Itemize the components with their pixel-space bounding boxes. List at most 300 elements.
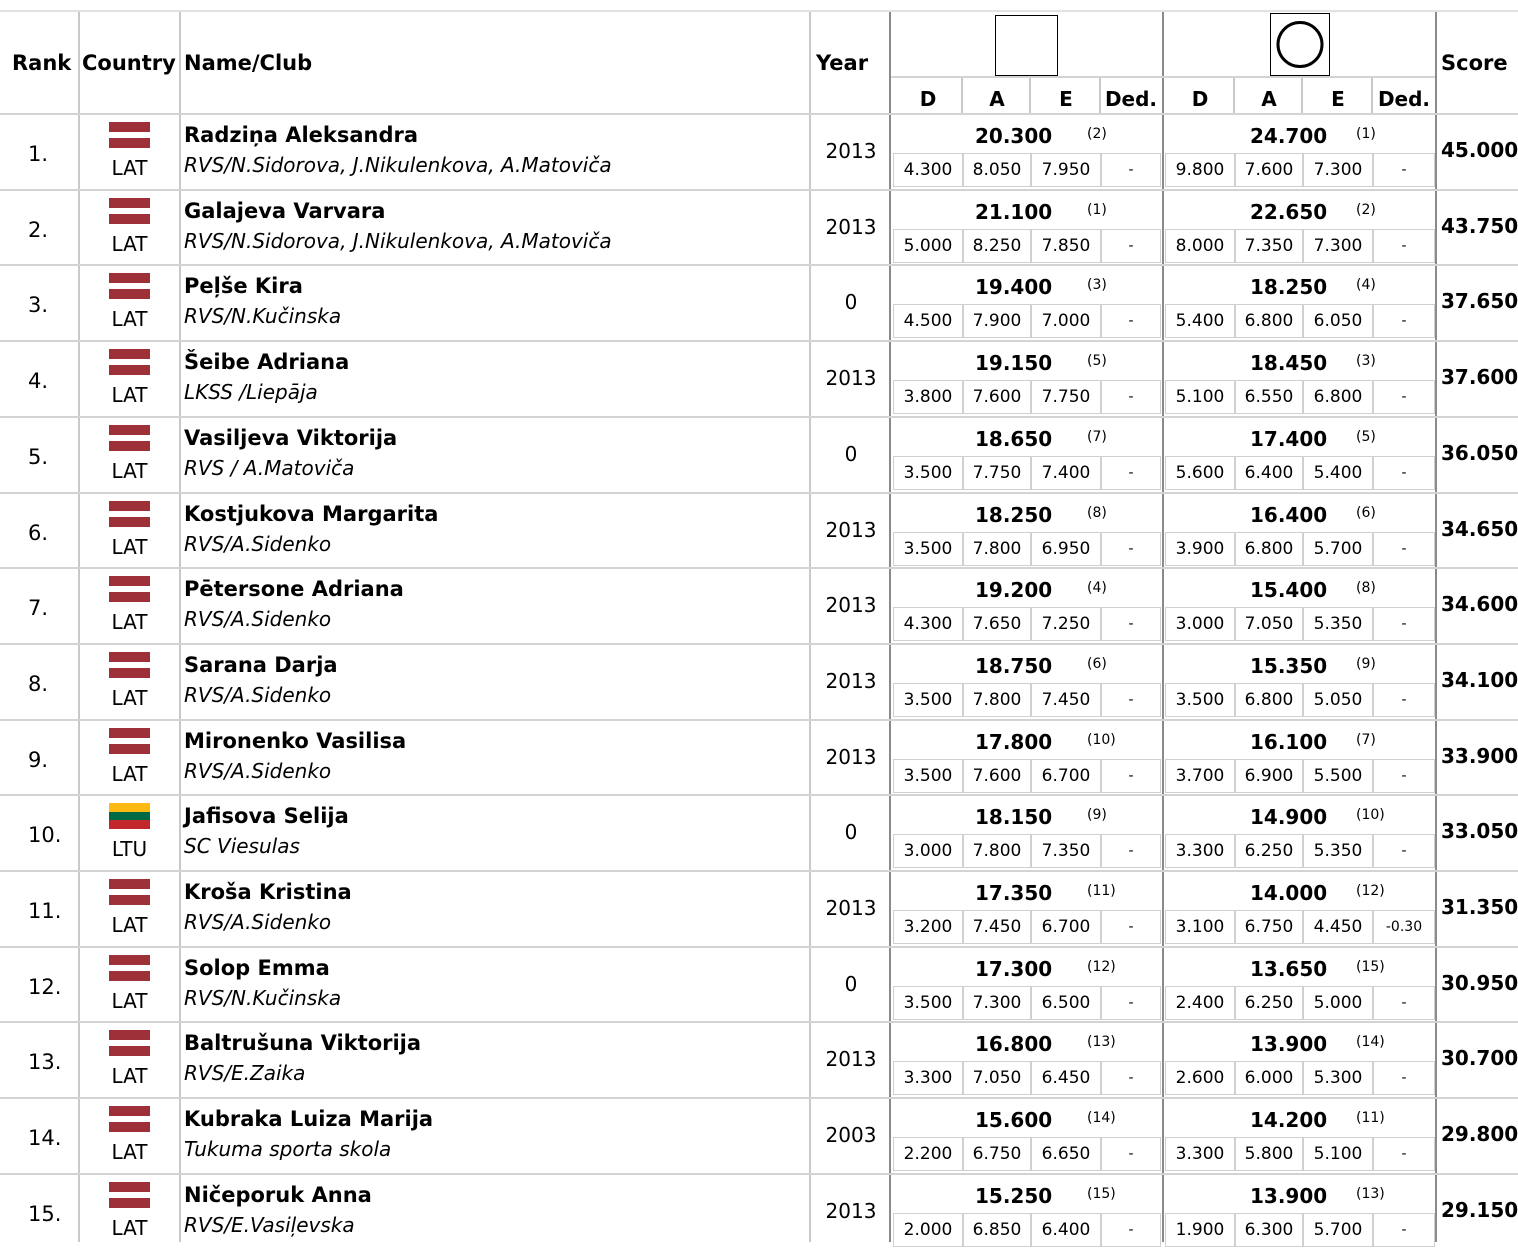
row-divider <box>0 264 1518 266</box>
app1-d-score: 3.000 <box>893 834 963 868</box>
app1-place: (7) <box>1087 429 1107 445</box>
app1-place: (10) <box>1087 732 1116 748</box>
app2-d-score: 3.700 <box>1165 759 1235 793</box>
app1-e-score: 7.250 <box>1031 607 1101 641</box>
app1-e-score: 7.750 <box>1031 380 1101 414</box>
app1-ded-score: - <box>1101 834 1161 868</box>
app1-a-score: 7.450 <box>963 910 1031 944</box>
app2-total: 17.400 <box>1250 427 1328 451</box>
birth-year: 2013 <box>825 593 877 617</box>
country-code: LAT <box>111 459 148 483</box>
app2-d-score: 5.100 <box>1165 380 1235 414</box>
app2-a-score: 5.800 <box>1235 1137 1303 1171</box>
rank-cell: 2. <box>28 218 49 242</box>
app1-a-score: 7.600 <box>963 380 1031 414</box>
app1-d-score: 3.500 <box>893 456 963 490</box>
birth-year: 2013 <box>825 215 877 239</box>
birth-year: 0 <box>844 442 858 466</box>
app2-e-score: 5.300 <box>1303 1061 1373 1095</box>
app1-d-score: 2.000 <box>893 1213 963 1247</box>
final-score: 29.800 <box>1441 1122 1518 1146</box>
app1-ded-score: - <box>1101 456 1161 490</box>
athlete-name: Kroša Kristina <box>184 880 352 904</box>
app1-e-header: E <box>1059 87 1073 111</box>
row-divider <box>0 340 1518 342</box>
flag-stripe <box>109 744 150 754</box>
athlete-club: RVS/E.Vasiļevska <box>184 1213 355 1237</box>
flag-stripe <box>109 138 150 148</box>
app2-ded-score: - <box>1373 229 1435 263</box>
flag-stripe <box>109 273 150 283</box>
app1-place: (1) <box>1087 202 1107 218</box>
app1-total: 15.600 <box>975 1108 1053 1132</box>
final-score: 37.600 <box>1441 365 1518 389</box>
app2-place: (9) <box>1356 656 1376 672</box>
country-code: LAT <box>111 1064 148 1088</box>
app2-ded-score: - <box>1373 1061 1435 1095</box>
app1-total: 19.150 <box>975 351 1053 375</box>
lat-flag-icon <box>109 122 150 148</box>
athlete-name: Baltrušuna Viktorija <box>184 1031 422 1055</box>
app1-total: 17.800 <box>975 730 1053 754</box>
score-header: Score <box>1441 51 1508 75</box>
athlete-name: Pētersone Adriana <box>184 577 404 601</box>
app2-d-score: 1.900 <box>1165 1213 1235 1247</box>
app1-ded-score: - <box>1101 380 1161 414</box>
app2-total: 13.900 <box>1250 1032 1328 1056</box>
app1-place: (2) <box>1087 126 1107 142</box>
flag-stripe <box>109 592 150 602</box>
app2-place: (4) <box>1356 277 1376 293</box>
flag-stripe <box>109 441 150 451</box>
country-code: LAT <box>111 535 148 559</box>
app1-d-score: 3.500 <box>893 759 963 793</box>
flag-stripe <box>109 1030 150 1040</box>
birth-year: 2003 <box>825 1123 877 1147</box>
table-row <box>0 644 1518 720</box>
app2-d-score: 8.000 <box>1165 229 1235 263</box>
table-row <box>0 871 1518 947</box>
table-row <box>0 1098 1518 1174</box>
app2-total: 13.650 <box>1250 957 1328 981</box>
final-score: 34.100 <box>1441 668 1518 692</box>
row-divider <box>0 416 1518 418</box>
app1-total: 17.300 <box>975 957 1053 981</box>
app1-a-score: 7.300 <box>963 986 1031 1020</box>
table-row <box>0 947 1518 1023</box>
app2-d-score: 5.400 <box>1165 304 1235 338</box>
country-code: LAT <box>111 913 148 937</box>
app2-d-score: 3.300 <box>1165 834 1235 868</box>
athlete-name: Kostjukova Margarita <box>184 502 439 526</box>
row-divider <box>0 189 1518 191</box>
app2-a-score: 7.350 <box>1235 229 1303 263</box>
athlete-club: RVS/E.Zaika <box>184 1061 306 1085</box>
table-row <box>0 568 1518 644</box>
app2-e-score: 7.300 <box>1303 229 1373 263</box>
flag-stripe <box>109 425 150 435</box>
app1-a-score: 7.800 <box>963 683 1031 717</box>
rank-cell: 15. <box>28 1202 62 1226</box>
app1-d-score: 4.300 <box>893 153 963 187</box>
app2-e-header: E <box>1331 87 1345 111</box>
app2-total: 14.000 <box>1250 881 1328 905</box>
circle-glyph <box>1271 14 1329 75</box>
subheader-sep <box>961 78 963 114</box>
table-row <box>0 493 1518 569</box>
app1-d-score: 2.200 <box>893 1137 963 1171</box>
flag-stripe <box>109 820 150 829</box>
subheader-line <box>891 76 1435 78</box>
app2-place: (11) <box>1356 1110 1385 1126</box>
app2-e-score: 6.050 <box>1303 304 1373 338</box>
athlete-club: Tukuma sporta skola <box>184 1137 392 1161</box>
app2-place: (6) <box>1356 505 1376 521</box>
app2-e-score: 5.350 <box>1303 834 1373 868</box>
athlete-club: RVS/N.Kučinska <box>184 304 342 328</box>
app2-place: (8) <box>1356 580 1376 596</box>
athlete-club: RVS/N.Sidorova, J.Nikulenkova, A.Matoviča <box>184 153 612 177</box>
app1-e-score: 7.400 <box>1031 456 1101 490</box>
app1-a-score: 6.850 <box>963 1213 1031 1247</box>
app1-ded-score: - <box>1101 304 1161 338</box>
ltu-flag-icon <box>109 803 150 829</box>
final-score: 34.650 <box>1441 517 1518 541</box>
country-code: LAT <box>111 1216 148 1240</box>
country-code: LAT <box>111 610 148 634</box>
final-score: 30.700 <box>1441 1046 1518 1070</box>
table-row <box>0 795 1518 871</box>
row-divider <box>0 1021 1518 1023</box>
app1-ded-score: - <box>1101 1061 1161 1095</box>
app2-place: (15) <box>1356 959 1385 975</box>
athlete-club: RVS / A.Matoviča <box>184 456 355 480</box>
app2-d-score: 2.600 <box>1165 1061 1235 1095</box>
flag-stripe <box>109 879 150 889</box>
app2-place: (1) <box>1356 126 1376 142</box>
app1-ded-score: - <box>1101 229 1161 263</box>
birth-year: 2013 <box>825 896 877 920</box>
rank-header: Rank <box>12 51 72 75</box>
final-score: 31.350 <box>1441 895 1518 919</box>
app2-e-score: 5.700 <box>1303 1213 1373 1247</box>
rank-cell: 6. <box>28 521 49 545</box>
athlete-name: Jafisova Selija <box>184 804 349 828</box>
app2-d-score: 3.100 <box>1165 910 1235 944</box>
flag-stripe <box>109 803 150 812</box>
app1-e-score: 7.350 <box>1031 834 1101 868</box>
app2-a-header: A <box>1261 87 1277 111</box>
app1-total: 19.200 <box>975 578 1053 602</box>
final-score: 45.000 <box>1441 138 1518 162</box>
app1-total: 17.350 <box>975 881 1053 905</box>
country-code: LAT <box>111 762 148 786</box>
rank-cell: 10. <box>28 823 62 847</box>
app1-ded-score: - <box>1101 607 1161 641</box>
flag-stripe <box>109 1198 150 1208</box>
row-divider <box>0 719 1518 721</box>
app2-total: 15.400 <box>1250 578 1328 602</box>
flag-stripe <box>109 895 150 905</box>
lat-flag-icon <box>109 425 150 451</box>
app2-a-score: 6.400 <box>1235 456 1303 490</box>
app2-e-score: 5.400 <box>1303 456 1373 490</box>
flag-stripe <box>109 728 150 738</box>
flag-stripe <box>109 1122 150 1132</box>
app1-a-score: 7.800 <box>963 834 1031 868</box>
app2-d-header: D <box>1191 87 1209 111</box>
row-divider <box>0 946 1518 948</box>
app2-total: 18.450 <box>1250 351 1328 375</box>
app1-place: (15) <box>1087 1186 1116 1202</box>
flag-stripe <box>109 1182 150 1192</box>
app2-ded-score: - <box>1373 607 1435 641</box>
app2-ded-score: - <box>1373 1137 1435 1171</box>
subheader-sep <box>1371 78 1373 114</box>
app2-ded-score: - <box>1373 986 1435 1020</box>
app1-total: 19.400 <box>975 275 1053 299</box>
athlete-club: RVS/N.Kučinska <box>184 986 342 1010</box>
subheader-sep <box>1301 78 1303 114</box>
subheader-sep <box>1099 78 1101 114</box>
country-code: LAT <box>111 383 148 407</box>
app2-d-score: 3.500 <box>1165 683 1235 717</box>
app2-ded-score: - <box>1373 759 1435 793</box>
flag-stripe <box>109 955 150 965</box>
athlete-club: RVS/A.Sidenko <box>184 607 332 631</box>
app2-e-score: 5.050 <box>1303 683 1373 717</box>
athlete-name: Ničeporuk Anna <box>184 1183 372 1207</box>
country-header: Country <box>82 51 176 75</box>
app2-e-score: 4.450 <box>1303 910 1373 944</box>
athlete-name: Galajeva Varvara <box>184 199 386 223</box>
rank-cell: 3. <box>28 293 49 317</box>
birth-year: 2013 <box>825 669 877 693</box>
athlete-name: Peļše Kira <box>184 274 303 298</box>
app1-a-score: 7.050 <box>963 1061 1031 1095</box>
app2-e-score: 5.000 <box>1303 986 1373 1020</box>
app1-e-score: 6.700 <box>1031 910 1101 944</box>
country-code: LAT <box>111 307 148 331</box>
rank-cell: 13. <box>28 1050 62 1074</box>
birth-year: 2013 <box>825 1199 877 1223</box>
lat-flag-icon <box>109 1030 150 1056</box>
flag-stripe <box>109 652 150 662</box>
app2-a-score: 6.550 <box>1235 380 1303 414</box>
row-divider <box>0 870 1518 872</box>
subheader-sep <box>1233 78 1235 114</box>
app1-d-score: 4.500 <box>893 304 963 338</box>
app1-e-score: 6.950 <box>1031 532 1101 566</box>
rank-cell: 12. <box>28 975 62 999</box>
lat-flag-icon <box>109 728 150 754</box>
final-score: 33.050 <box>1441 819 1518 843</box>
birth-year: 2013 <box>825 139 877 163</box>
app1-d-score: 3.500 <box>893 683 963 717</box>
app1-total: 18.650 <box>975 427 1053 451</box>
circle-apparatus-icon <box>1270 13 1330 76</box>
row-divider <box>0 794 1518 796</box>
app1-total: 18.150 <box>975 805 1053 829</box>
app1-e-score: 6.700 <box>1031 759 1101 793</box>
app1-ded-header: Ded. <box>1104 87 1158 111</box>
athlete-club: SC Viesulas <box>184 834 300 858</box>
app1-a-score: 8.050 <box>963 153 1031 187</box>
app1-d-score: 3.500 <box>893 986 963 1020</box>
row-divider <box>0 113 1518 115</box>
row-divider <box>0 492 1518 494</box>
lat-flag-icon <box>109 349 150 375</box>
flag-stripe <box>109 971 150 981</box>
country-code: LAT <box>111 1140 148 1164</box>
app2-place: (7) <box>1356 732 1376 748</box>
flag-stripe <box>109 289 150 299</box>
final-score: 34.600 <box>1441 592 1518 616</box>
app2-ded-score: -0.30 <box>1373 910 1435 944</box>
flag-stripe <box>109 517 150 527</box>
app1-a-header: A <box>989 87 1005 111</box>
app1-total: 20.300 <box>975 124 1053 148</box>
final-score: 33.900 <box>1441 744 1518 768</box>
app2-total: 22.650 <box>1250 200 1328 224</box>
app1-e-score: 6.650 <box>1031 1137 1101 1171</box>
athlete-name: Mironenko Vasilisa <box>184 729 407 753</box>
athlete-club: RVS/N.Sidorova, J.Nikulenkova, A.Matoviča <box>184 229 612 253</box>
name-club-header: Name/Club <box>184 51 313 75</box>
flag-stripe <box>109 122 150 132</box>
lat-flag-icon <box>109 501 150 527</box>
app1-ded-score: - <box>1101 759 1161 793</box>
app2-e-score: 5.700 <box>1303 532 1373 566</box>
country-code: LAT <box>111 156 148 180</box>
app1-a-score: 7.800 <box>963 532 1031 566</box>
rank-cell: 14. <box>28 1126 62 1150</box>
birth-year: 2013 <box>825 1047 877 1071</box>
table-row <box>0 190 1518 266</box>
athlete-name: Vasiljeva Viktorija <box>184 426 398 450</box>
square-apparatus-icon <box>995 15 1058 76</box>
app1-place: (4) <box>1087 580 1107 596</box>
app1-total: 21.100 <box>975 200 1053 224</box>
app2-total: 16.100 <box>1250 730 1328 754</box>
app2-d-score: 3.000 <box>1165 607 1235 641</box>
app2-d-score: 5.600 <box>1165 456 1235 490</box>
app2-a-score: 6.000 <box>1235 1061 1303 1095</box>
rank-cell: 1. <box>28 142 49 166</box>
app1-ded-score: - <box>1101 153 1161 187</box>
app2-a-score: 6.250 <box>1235 986 1303 1020</box>
app2-d-score: 9.800 <box>1165 153 1235 187</box>
athlete-name: Kubraka Luiza Marija <box>184 1107 434 1131</box>
athlete-name: Šeibe Adriana <box>184 350 350 374</box>
app1-e-score: 7.450 <box>1031 683 1101 717</box>
top-border <box>0 10 1518 12</box>
app1-place: (9) <box>1087 807 1107 823</box>
app1-place: (12) <box>1087 959 1116 975</box>
lat-flag-icon <box>109 198 150 224</box>
birth-year: 2013 <box>825 518 877 542</box>
rank-cell: 8. <box>28 672 49 696</box>
app1-total: 15.250 <box>975 1184 1053 1208</box>
app2-total: 15.350 <box>1250 654 1328 678</box>
app1-ded-score: - <box>1101 1137 1161 1171</box>
app2-ded-score: - <box>1373 380 1435 414</box>
app2-d-score: 2.400 <box>1165 986 1235 1020</box>
year-header: Year <box>816 51 869 75</box>
app2-e-score: 5.100 <box>1303 1137 1373 1171</box>
birth-year: 2013 <box>825 366 877 390</box>
flag-stripe <box>109 576 150 586</box>
rank-cell: 11. <box>28 899 62 923</box>
app1-a-score: 6.750 <box>963 1137 1031 1171</box>
app2-a-score: 7.600 <box>1235 153 1303 187</box>
app2-total: 14.900 <box>1250 805 1328 829</box>
app2-place: (10) <box>1356 807 1385 823</box>
row-divider <box>0 567 1518 569</box>
table-row <box>0 417 1518 493</box>
app1-place: (11) <box>1087 883 1116 899</box>
app1-d-score: 4.300 <box>893 607 963 641</box>
app2-a-score: 7.050 <box>1235 607 1303 641</box>
country-code: LTU <box>111 837 148 861</box>
app2-ded-header: Ded. <box>1377 87 1431 111</box>
app1-e-score: 7.850 <box>1031 229 1101 263</box>
lat-flag-icon <box>109 652 150 678</box>
app1-d-score: 3.500 <box>893 532 963 566</box>
app2-a-score: 6.800 <box>1235 532 1303 566</box>
rank-cell: 5. <box>28 445 49 469</box>
rank-cell: 4. <box>28 369 49 393</box>
country-code: LAT <box>111 686 148 710</box>
app1-total: 16.800 <box>975 1032 1053 1056</box>
birth-year: 0 <box>844 290 858 314</box>
app1-e-score: 6.500 <box>1031 986 1101 1020</box>
lat-flag-icon <box>109 955 150 981</box>
app1-place: (3) <box>1087 277 1107 293</box>
flag-stripe <box>109 812 150 821</box>
app2-a-score: 6.800 <box>1235 683 1303 717</box>
app1-d-header: D <box>919 87 937 111</box>
birth-year: 0 <box>844 820 858 844</box>
app2-e-score: 7.300 <box>1303 153 1373 187</box>
athlete-club: RVS/A.Sidenko <box>184 910 332 934</box>
app1-ded-score: - <box>1101 532 1161 566</box>
app1-d-score: 3.800 <box>893 380 963 414</box>
flag-stripe <box>109 198 150 208</box>
app2-ded-score: - <box>1373 304 1435 338</box>
flag-stripe <box>109 365 150 375</box>
final-score: 43.750 <box>1441 214 1518 238</box>
country-code: LAT <box>111 989 148 1013</box>
app1-ded-score: - <box>1101 1213 1161 1247</box>
flag-stripe <box>109 214 150 224</box>
app2-ded-score: - <box>1373 532 1435 566</box>
row-divider <box>0 643 1518 645</box>
lat-flag-icon <box>109 879 150 905</box>
lat-flag-icon <box>109 273 150 299</box>
app2-ded-score: - <box>1373 683 1435 717</box>
app2-total: 13.900 <box>1250 1184 1328 1208</box>
app2-ded-score: - <box>1373 1213 1435 1247</box>
table-row <box>0 114 1518 190</box>
flag-stripe <box>109 668 150 678</box>
app1-total: 18.250 <box>975 503 1053 527</box>
subheader-sep <box>1029 78 1031 114</box>
row-divider <box>0 1097 1518 1099</box>
app1-a-score: 8.250 <box>963 229 1031 263</box>
app1-e-score: 7.000 <box>1031 304 1101 338</box>
athlete-club: RVS/A.Sidenko <box>184 532 332 556</box>
